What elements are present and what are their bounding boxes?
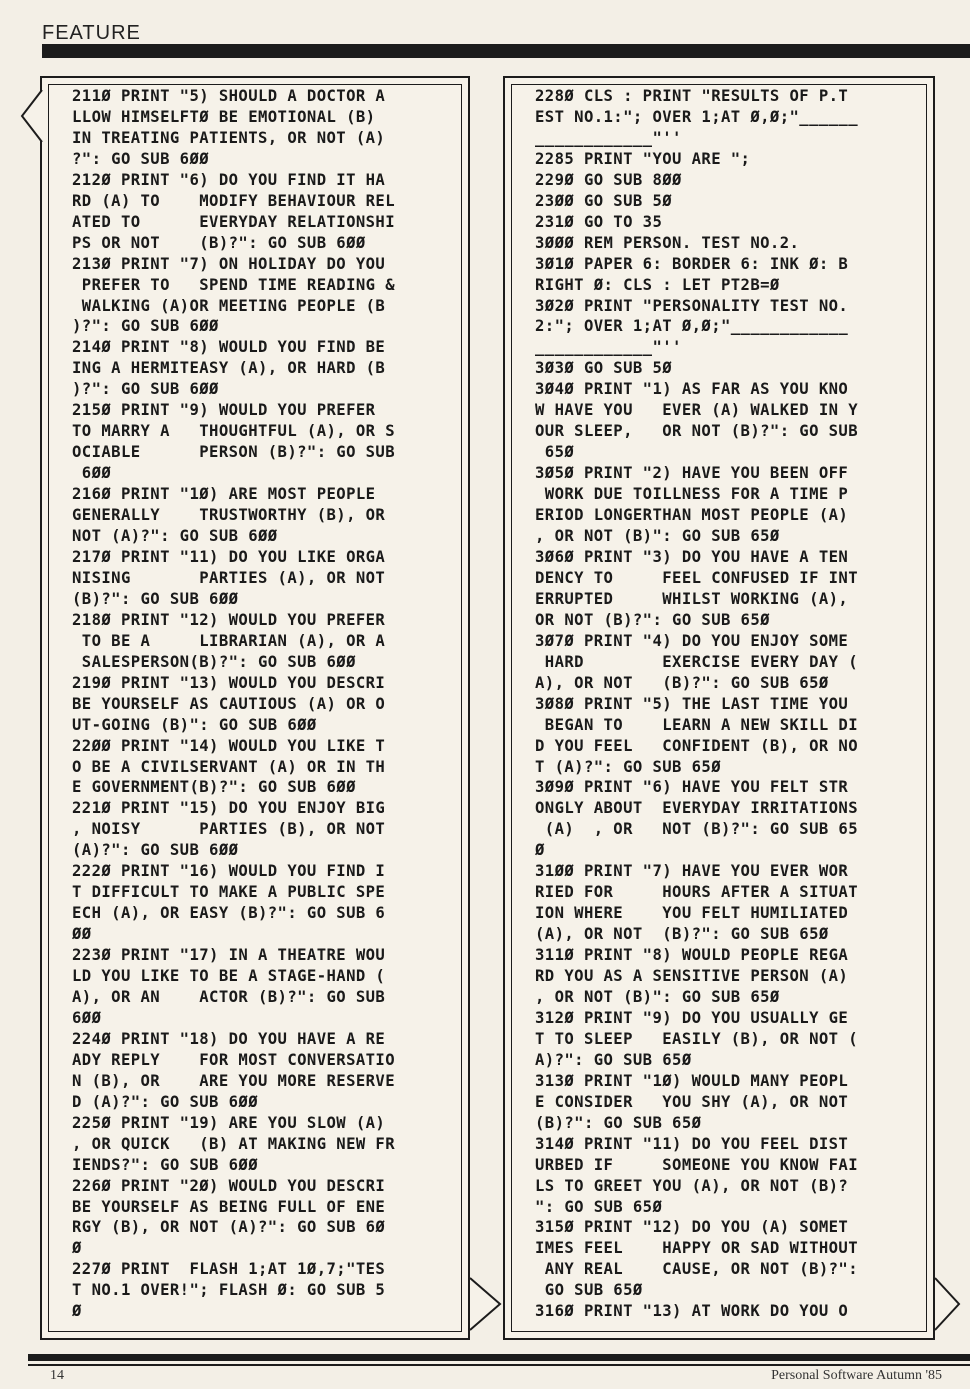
code-line: 6ØØ bbox=[72, 464, 112, 483]
code-line: 3Ø5Ø PRINT "2) HAVE YOU BEEN OFF bbox=[535, 464, 849, 483]
code-line: 222Ø PRINT "16) WOULD YOU FIND I bbox=[72, 862, 386, 881]
code-line: OR NOT (B)?": GO SUB 65Ø bbox=[535, 610, 770, 629]
code-line: 226Ø PRINT "2Ø) WOULD YOU DESCRI bbox=[72, 1176, 386, 1195]
code-line: D (A)?": GO SUB 6ØØ bbox=[72, 1092, 258, 1111]
code-line: 3Ø9Ø PRINT "6) HAVE YOU FELT STR bbox=[535, 778, 849, 797]
code-line: 216Ø PRINT "1Ø) ARE MOST PEOPLE bbox=[72, 485, 376, 504]
code-line: T NO.1 OVER!"; FLASH Ø: GO SUB 5 bbox=[72, 1281, 386, 1300]
code-line: BE YOURSELF AS CAUTIOUS (A) OR O bbox=[72, 694, 386, 713]
code-line: 213Ø PRINT "7) ON HOLIDAY DO YOU bbox=[72, 254, 386, 273]
code-line: 227Ø PRINT FLASH 1;AT 1Ø,7;"TES bbox=[72, 1260, 386, 1279]
code-line: SALESPERSON(B)?": GO SUB 6ØØ bbox=[72, 652, 356, 671]
code-line: 229Ø GO SUB 8ØØ bbox=[535, 170, 682, 189]
code-line: (A), OR NOT (B)?": GO SUB 65Ø bbox=[535, 925, 829, 944]
code-line: E CONSIDER YOU SHY (A), OR NOT bbox=[535, 1092, 849, 1111]
code-line: HARD EXERCISE EVERY DAY ( bbox=[535, 652, 859, 671]
code-line: TO MARRY A THOUGHTFUL (A), OR S bbox=[72, 422, 396, 441]
code-line: 231Ø GO TO 35 bbox=[535, 212, 663, 231]
code-line: 3Ø7Ø PRINT "4) DO YOU ENJOY SOME bbox=[535, 631, 849, 650]
code-line: LS TO GREET YOU (A), OR NOT (B)? bbox=[535, 1176, 849, 1195]
code-line: 2:"; OVER 1;AT Ø,Ø;"____________ bbox=[535, 317, 849, 336]
code-line: 3Ø8Ø PRINT "5) THE LAST TIME YOU bbox=[535, 694, 849, 713]
code-line: NISING PARTIES (A), OR NOT bbox=[72, 568, 386, 587]
code-line: , NOISY PARTIES (B), OR NOT bbox=[72, 820, 386, 839]
code-line: IN TREATING PATIENTS, OR NOT (A) bbox=[72, 128, 386, 147]
code-line: 3Ø4Ø PRINT "1) AS FAR AS YOU KNO bbox=[535, 380, 849, 399]
code-line: 223Ø PRINT "17) IN A THEATRE WOU bbox=[72, 946, 386, 965]
code-line: DENCY TO FEEL CONFUSED IF INT bbox=[535, 568, 859, 587]
code-line: T DIFFICULT TO MAKE A PUBLIC SPE bbox=[72, 883, 386, 902]
code-line: 312Ø PRINT "9) DO YOU USUALLY GE bbox=[535, 1008, 849, 1027]
code-line: Ø bbox=[72, 1239, 82, 1258]
code-line: RIED FOR HOURS AFTER A SITUAT bbox=[535, 883, 859, 902]
code-line: 311Ø PRINT "8) WOULD PEOPLE REGA bbox=[535, 946, 849, 965]
code-line: 2285 PRINT "YOU ARE "; bbox=[535, 149, 751, 168]
section-label: FEATURE bbox=[42, 22, 141, 44]
code-line: 224Ø PRINT "18) DO YOU HAVE A RE bbox=[72, 1029, 386, 1048]
code-line: W HAVE YOU EVER (A) WALKED IN Y bbox=[535, 401, 859, 420]
code-line: 3Ø2Ø PRINT "PERSONALITY TEST NO. bbox=[535, 296, 849, 315]
code-line: 3ØØØ REM PERSON. TEST NO.2. bbox=[535, 233, 800, 252]
code-line: PS OR NOT (B)?": GO SUB 6ØØ bbox=[72, 233, 366, 252]
code-line: 225Ø PRINT "19) ARE YOU SLOW (A) bbox=[72, 1113, 386, 1132]
code-line: ?": GO SUB 6ØØ bbox=[72, 149, 210, 168]
code-line: (A) , OR NOT (B)?": GO SUB 65 bbox=[535, 820, 859, 839]
code-line: OUR SLEEP, OR NOT (B)?": GO SUB bbox=[535, 422, 859, 441]
code-line: 221Ø PRINT "15) DO YOU ENJOY BIG bbox=[72, 799, 386, 818]
code-line: IMES FEEL HAPPY OR SAD WITHOUT bbox=[535, 1239, 859, 1258]
code-line: ECH (A), OR EASY (B)?": GO SUB 6 bbox=[72, 904, 386, 923]
code-line: URBED IF SOMEONE YOU KNOW FAI bbox=[535, 1155, 859, 1174]
right-pointer-arrow bbox=[933, 1274, 963, 1334]
code-line: 215Ø PRINT "9) WOULD YOU PREFER bbox=[72, 401, 376, 420]
code-line: (B)?": GO SUB 6ØØ bbox=[72, 589, 239, 608]
code-line: 315Ø PRINT "12) DO YOU (A) SOMET bbox=[535, 1218, 849, 1237]
code-line: RD (A) TO MODIFY BEHAVIOUR REL bbox=[72, 191, 396, 210]
code-listing-right bbox=[535, 86, 858, 1322]
middle-pointer-arrow bbox=[468, 1274, 504, 1334]
code-line: , OR QUICK (B) AT MAKING NEW FR bbox=[72, 1134, 396, 1153]
code-line: 23ØØ GO SUB 5Ø bbox=[535, 191, 673, 210]
header-rule bbox=[42, 44, 970, 58]
code-line: GENERALLY TRUSTWORTHY (B), OR bbox=[72, 506, 386, 525]
code-line: A)?": GO SUB 65Ø bbox=[535, 1050, 692, 1069]
code-line: 212Ø PRINT "6) DO YOU FIND IT HA bbox=[72, 170, 386, 189]
left-pointer-arrow bbox=[18, 86, 44, 146]
listing-panel-left bbox=[40, 76, 470, 1340]
code-line: 217Ø PRINT "11) DO YOU LIKE ORGA bbox=[72, 547, 386, 566]
code-line: ING A HERMITEASY (A), OR HARD (B bbox=[72, 359, 386, 378]
code-line: ØØ bbox=[72, 925, 92, 944]
code-line: Ø bbox=[72, 1302, 82, 1321]
code-line: 6ØØ bbox=[72, 1008, 102, 1027]
code-line: O BE A CIVILSERVANT (A) OR IN TH bbox=[72, 757, 386, 776]
listing-panel-right bbox=[503, 76, 935, 1340]
code-line: 65Ø bbox=[535, 443, 575, 462]
code-line: LD YOU LIKE TO BE A STAGE-HAND ( bbox=[72, 967, 386, 986]
code-line: EST NO.1:"; OVER 1;AT Ø,Ø;"______ bbox=[535, 107, 859, 126]
code-line: (B)?": GO SUB 65Ø bbox=[535, 1113, 702, 1132]
code-line: ERIOD LONGERTHAN MOST PEOPLE (A) bbox=[535, 506, 849, 525]
code-line: A), OR AN ACTOR (B)?": GO SUB bbox=[72, 987, 386, 1006]
code-line: 316Ø PRINT "13) AT WORK DO YOU O bbox=[535, 1302, 849, 1321]
code-line: PREFER TO SPEND TIME READING & bbox=[72, 275, 396, 294]
code-line: 31ØØ PRINT "7) HAVE YOU EVER WOR bbox=[535, 862, 849, 881]
code-line: ATED TO EVERYDAY RELATIONSHI bbox=[72, 212, 396, 231]
code-line: , OR NOT (B)": GO SUB 65Ø bbox=[535, 527, 780, 546]
code-line: , OR NOT (B)": GO SUB 65Ø bbox=[535, 987, 780, 1006]
code-line: 228Ø CLS : PRINT "RESULTS OF P.T bbox=[535, 87, 849, 105]
code-line: 313Ø PRINT "1Ø) WOULD MANY PEOPL bbox=[535, 1071, 849, 1090]
code-line: ION WHERE YOU FELT HUMILIATED bbox=[535, 904, 849, 923]
code-line: E GOVERNMENT(B)?": GO SUB 6ØØ bbox=[72, 778, 356, 797]
code-line: OCIABLE PERSON (B)?": GO SUB bbox=[72, 443, 396, 462]
code-line: 214Ø PRINT "8) WOULD YOU FIND BE bbox=[72, 338, 386, 357]
code-line: WORK DUE TOILLNESS FOR A TIME P bbox=[535, 485, 849, 504]
code-line: GO SUB 65Ø bbox=[535, 1281, 643, 1300]
code-line: ____________"'' bbox=[535, 128, 682, 147]
code-line: D YOU FEEL CONFIDENT (B), OR NO bbox=[535, 736, 859, 755]
code-line: RD YOU AS A SENSITIVE PERSON (A) bbox=[535, 967, 849, 986]
code-line: WALKING (A)OR MEETING PEOPLE (B bbox=[72, 296, 386, 315]
code-line: 218Ø PRINT "12) WOULD YOU PREFER bbox=[72, 610, 386, 629]
code-listing-left bbox=[72, 86, 395, 1322]
code-line: NOT (A)?": GO SUB 6ØØ bbox=[72, 527, 278, 546]
code-line: ADY REPLY FOR MOST CONVERSATIO bbox=[72, 1050, 396, 1069]
publication-line: Personal Software Autumn '85 bbox=[771, 1368, 942, 1383]
code-line: 211Ø PRINT "5) SHOULD A DOCTOR A bbox=[72, 87, 386, 105]
code-line: T TO SLEEP EASILY (B), OR NOT ( bbox=[535, 1029, 859, 1048]
code-line: BE YOURSELF AS BEING FULL OF ENE bbox=[72, 1197, 386, 1216]
code-line: RGY (B), OR NOT (A)?": GO SUB 6Ø bbox=[72, 1218, 386, 1237]
code-line: RIGHT Ø: CLS : LET PT2B=Ø bbox=[535, 275, 780, 294]
code-line: 3Ø3Ø GO SUB 5Ø bbox=[535, 359, 673, 378]
code-line: 3Ø1Ø PAPER 6: BORDER 6: INK Ø: B bbox=[535, 254, 849, 273]
code-line: )?": GO SUB 6ØØ bbox=[72, 317, 219, 336]
code-line: 22ØØ PRINT "14) WOULD YOU LIKE T bbox=[72, 736, 386, 755]
code-line: 3Ø6Ø PRINT "3) DO YOU HAVE A TEN bbox=[535, 547, 849, 566]
page-number: 14 bbox=[50, 1368, 64, 1383]
code-line: 314Ø PRINT "11) DO YOU FEEL DIST bbox=[535, 1134, 849, 1153]
code-line: ____________"'' bbox=[535, 338, 682, 357]
code-line: ONGLY ABOUT EVERYDAY IRRITATIONS bbox=[535, 799, 859, 818]
code-line: (A)?": GO SUB 6ØØ bbox=[72, 841, 239, 860]
code-line: A), OR NOT (B)?": GO SUB 65Ø bbox=[535, 673, 829, 692]
code-line: )?": GO SUB 6ØØ bbox=[72, 380, 219, 399]
code-line: ": GO SUB 65Ø bbox=[535, 1197, 663, 1216]
code-line: ERRUPTED WHILST WORKING (A), bbox=[535, 589, 849, 608]
code-line: IENDS?": GO SUB 6ØØ bbox=[72, 1155, 258, 1174]
code-line: LLOW HIMSELFTØ BE EMOTIONAL (B) bbox=[72, 107, 376, 126]
code-line: BEGAN TO LEARN A NEW SKILL DI bbox=[535, 715, 859, 734]
footer-rule bbox=[28, 1354, 970, 1361]
code-line: 219Ø PRINT "13) WOULD YOU DESCRI bbox=[72, 673, 386, 692]
code-line: ANY REAL CAUSE, OR NOT (B)?": bbox=[535, 1260, 859, 1279]
footer-rule-thin bbox=[28, 1364, 970, 1366]
code-line: UT-GOING (B)": GO SUB 6ØØ bbox=[72, 715, 317, 734]
code-line: TO BE A LIBRARIAN (A), OR A bbox=[72, 631, 386, 650]
code-line: T (A)?": GO SUB 65Ø bbox=[535, 757, 721, 776]
code-line: N (B), OR ARE YOU MORE RESERVE bbox=[72, 1071, 396, 1090]
code-line: Ø bbox=[535, 841, 545, 860]
